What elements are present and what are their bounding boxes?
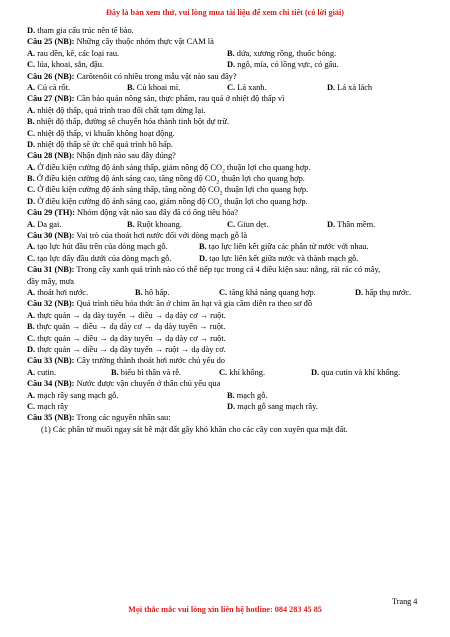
question-32: Câu 32 (NB): Quá trình tiêu hóa thức ăn ở chim ăn hạt và gia cầm diễn ra theo sơ đồ <box>27 299 313 309</box>
options-row <box>27 83 427 94</box>
option-b: B. dứa, xương rồng, thuốc bỏng. <box>227 48 337 58</box>
option-d: D. thực quản → diều → dạ dày tuyến → ruột → dạ dày cơ. <box>27 344 226 354</box>
question-lead: Câu 25 (NB): <box>27 37 75 47</box>
question-26: Câu 26 (NB): Carôtenôit có nhiều trong mẫu vật nào sau đây? <box>27 71 237 81</box>
option-b: B. Củ khoai mì. <box>127 82 181 92</box>
option-b: B. Ruột khoang. <box>127 219 182 229</box>
question-28: Câu 28 (NB): Nhận định nào sau đây đúng? <box>27 151 176 161</box>
options-row <box>27 49 427 60</box>
option-key: D. <box>27 26 36 35</box>
option-d: D. mạch gỗ sang mạch rây. <box>227 401 318 411</box>
options-row <box>27 60 427 71</box>
options-row <box>27 368 427 379</box>
option-d: D. tạo lực liên kết giữa nước và thành mạch gỗ. <box>199 253 359 263</box>
option-c: C. mạch rây <box>27 401 69 411</box>
option-b: B. nhiệt độ thấp, đường sẽ chuyển hóa thành tinh bột dự trữ. <box>27 117 230 127</box>
page-number: Trang 4 <box>392 597 418 606</box>
question-33: Câu 33 (NB): Cây trường thành thoát hơi nước chủ yếu do <box>27 356 225 366</box>
document-body <box>27 26 427 436</box>
options-row <box>27 220 427 231</box>
options-row <box>27 254 427 265</box>
question-31: Câu 31 (NB): Trong cây xanh quá trình nào có thể tiếp tục trong cả 4 điều kiện sau: nắng, rải rác có mây, <box>27 265 381 275</box>
options-row <box>27 402 427 413</box>
option-c: C. Ở điều kiện cường độ ánh sáng thấp, tăng nồng độ $CO_2$ thuận lợi cho quang hợp. <box>27 185 309 198</box>
option-b: B. mạch gỗ. <box>227 390 268 400</box>
option-d: D. hấp thụ nước. <box>355 287 412 297</box>
option-b: B. hô hấp. <box>135 287 170 297</box>
option-d: D. ngô, mía, cỏ lồng vực, cỏ gấu. <box>227 60 339 70</box>
option-d: D. Thân mềm. <box>327 219 376 229</box>
option-d: D. qua cutin và khí khổng. <box>311 367 401 377</box>
question-35: Câu 35 (NB): Trong các nguyên nhân sau: <box>27 413 171 423</box>
option-a: A. thoát hơi nước. <box>27 287 89 297</box>
question-29: Câu 29 (TH): Nhóm động vật nào sau đây đã có ống tiêu hóa? <box>27 208 238 218</box>
option-c: C. tăng khả năng quang hợp. <box>219 287 316 297</box>
options-row <box>27 242 427 253</box>
options-row <box>27 288 427 299</box>
option-b: B. Ở điều kiện cường độ ánh sáng cao, tăng nồng độ $CO_2$ thuận lợi cho quang hợp. <box>27 174 305 186</box>
option-b: B. biểu bì thân và rễ. <box>111 367 182 377</box>
option-a: A. thực quản → dạ dày tuyến → diều → dạ dày cơ → ruột. <box>27 310 226 320</box>
option-b: B. thực quản → diều → dạ dày cơ → dạ dày tuyến → ruột. <box>27 322 226 332</box>
option-d: D. Ở điều kiện cường độ ánh sáng cao, giảm nồng độ $CO_2$ thuận lợi cho quang hợp. <box>27 196 308 209</box>
preview-banner: Đây là bản xem thử, vui lòng mua tài liệu để xem chi tiết (có lời giải) <box>105 8 344 17</box>
option-c: C. nhiệt độ thấp, vi khuẩn không hoạt động. <box>27 128 175 138</box>
option-a: A. nhiệt độ thấp, quá trình trao đổi chất tạm dừng lại. <box>27 105 206 115</box>
question-34: Câu 34 (NB): Nước được vận chuyển ở thân chủ yếu qua <box>27 379 221 389</box>
option-d: D. Lá xà lách <box>327 82 373 92</box>
question-27: Câu 27 (NB): Cần bảo quản nông sản, thực phẩm, rau quả ở nhiệt độ thấp vì <box>27 94 285 104</box>
option-a: A. tạo lực hút đầu trên của dòng mạch gỗ. <box>27 242 168 252</box>
question-text: Những cây thuộc nhóm thực vật CAM là <box>76 37 214 47</box>
question-25 <box>27 37 427 48</box>
option-c: C. khí khổng. <box>219 367 266 377</box>
option-a: A. rau dền, kê, các loại rau. <box>27 48 120 58</box>
option-d: D. nhiệt độ thấp sẽ ức chế quá trình hô hấp. <box>27 139 173 149</box>
option-b: B. tạo lực liên kết giữa các phân tử nước với nhau. <box>199 242 369 252</box>
option-c: C. lúa, khoai, sắn, đậu. <box>27 60 105 70</box>
list-item: (1) Các phân tử muối ngay sát bề mặt đất gây khó khăn cho các cây con xuyên qua mặt đất. <box>41 424 348 434</box>
carry-over-option <box>27 26 427 37</box>
option-a: A. Củ cà rốt. <box>27 82 71 92</box>
options-row <box>27 391 427 402</box>
option-text: tham gia cấu trúc nên tế bào. <box>37 26 134 35</box>
hotline-banner: Mọi thắc mắc vui lòng xin liên hệ hotline: 084 283 45 85 <box>128 605 322 614</box>
option-c: C. thực quản → diều → dạ dày tuyến → dạ dày cơ → ruột. <box>27 333 226 343</box>
question-text-continued: đầy mây, mưa <box>27 276 75 286</box>
option-c: C. Giun dẹt. <box>227 219 269 229</box>
option-a: A. Da gai. <box>27 219 62 229</box>
option-c: C. tạo lực đẩy đầu dưới của dòng mạch gỗ. <box>27 253 172 263</box>
option-a: A. Ở điều kiện cường độ ánh sáng thấp, giảm nồng độ $CO_2$ thuận lợi cho quang hợp. <box>27 162 311 175</box>
option-a: A. mạch rây sang mạch gỗ. <box>27 390 119 400</box>
option-a: A. cutin. <box>27 367 57 377</box>
option-c: C. Lá xanh. <box>227 82 267 92</box>
question-30: Câu 30 (NB): Vai trò của thoát hơi nước đối với dòng mạch gỗ là <box>27 231 248 241</box>
